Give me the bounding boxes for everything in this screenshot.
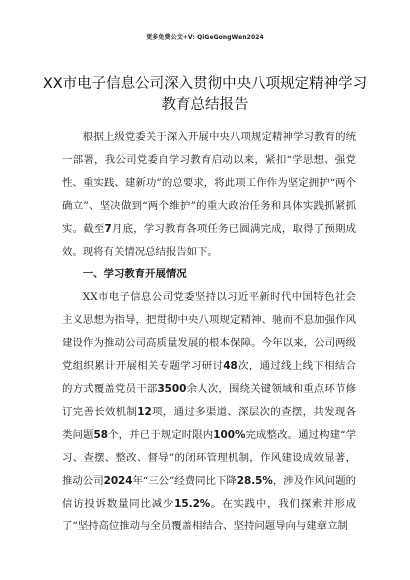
s1p1-text-9: 。在实践中，我们探索并形成了“坚持高位推动与全员覆盖相结合、坚持问题导向与建章立制 bbox=[62, 497, 357, 533]
header-watermark: 更多免费公文+V: QiGeGongWen2024 bbox=[146, 34, 264, 41]
s1p1-text-2: 次，通过线上线下相结合的方式覆盖党员干部 bbox=[62, 360, 357, 395]
s1p1-number-mechanisms: 12 bbox=[137, 405, 152, 418]
s1p1-text-3: 余人次，围绕关键领域和重点环节修订完善长效机制 bbox=[62, 382, 357, 418]
intro-text-1: 根据上级党委关于深入开展中央八项规定精神学习教育的统一部署，我公司党委自学习教育启动以来，紧扣“学思想、强党性、重实践、建新功”的总要求，将此项工作作为坚定拥护“两个确立”、坚决做到“两个维护”的重大政治任务和具体实践抓紧抓实。截至 bbox=[62, 131, 356, 235]
s1p1-text-4: 项，通过多渠道、深层次的查摆，共发现各类问题 bbox=[62, 405, 357, 441]
document-body bbox=[62, 126, 356, 538]
s1p1-number-rectified-percent: 100% bbox=[213, 428, 246, 441]
s1p1-number-issues: 58 bbox=[93, 428, 109, 441]
s1p1-text-6: 完成整改。通过构建“学习、查摆、整改、督导”的闭环管理机制，作风建设成效显著，推动公司 bbox=[62, 428, 356, 487]
intro-paragraph bbox=[62, 126, 356, 263]
s1p1-text-8: ，涉及作风问题的信访投诉数量同比减少 bbox=[62, 474, 356, 510]
intro-text-2: 月底，学习教育各项任务已圆满完成，取得了预期成效。现将有关情况总结报告如下。 bbox=[62, 222, 356, 258]
s1p1-text-7: 年“三公”经费同比下降 bbox=[132, 474, 237, 487]
s1p1-text-1: XX市电子信息公司党委坚持以习近平新时代中国特色社会主义思想为指导，把贯彻中央八项规定精神、驰而不息加强作风建设作为推动公司高质量发展的根本保障。今年以来，公司两级党组织累计开展相关专题学习研讨 bbox=[62, 291, 356, 373]
s1p1-number-sessions: 48 bbox=[223, 360, 238, 373]
section-1-paragraph-1 bbox=[62, 286, 356, 538]
s1p1-number-year: 2024 bbox=[103, 474, 133, 487]
s1p1-text-5: 个，并已于规定时限内 bbox=[108, 428, 214, 441]
s1p1-number-participants: 3500 bbox=[157, 382, 187, 395]
document-title: XX市电子信息公司深入贯彻中央八项规定精神学习教育总结报告 bbox=[42, 76, 368, 113]
s1p1-number-complaint-drop: 15.2% bbox=[174, 497, 211, 510]
intro-month-number: 7 bbox=[104, 222, 112, 235]
s1p1-number-expense-drop: 28.5% bbox=[236, 474, 273, 487]
section-heading-1: 一、学习教育开展情况 bbox=[82, 268, 187, 281]
